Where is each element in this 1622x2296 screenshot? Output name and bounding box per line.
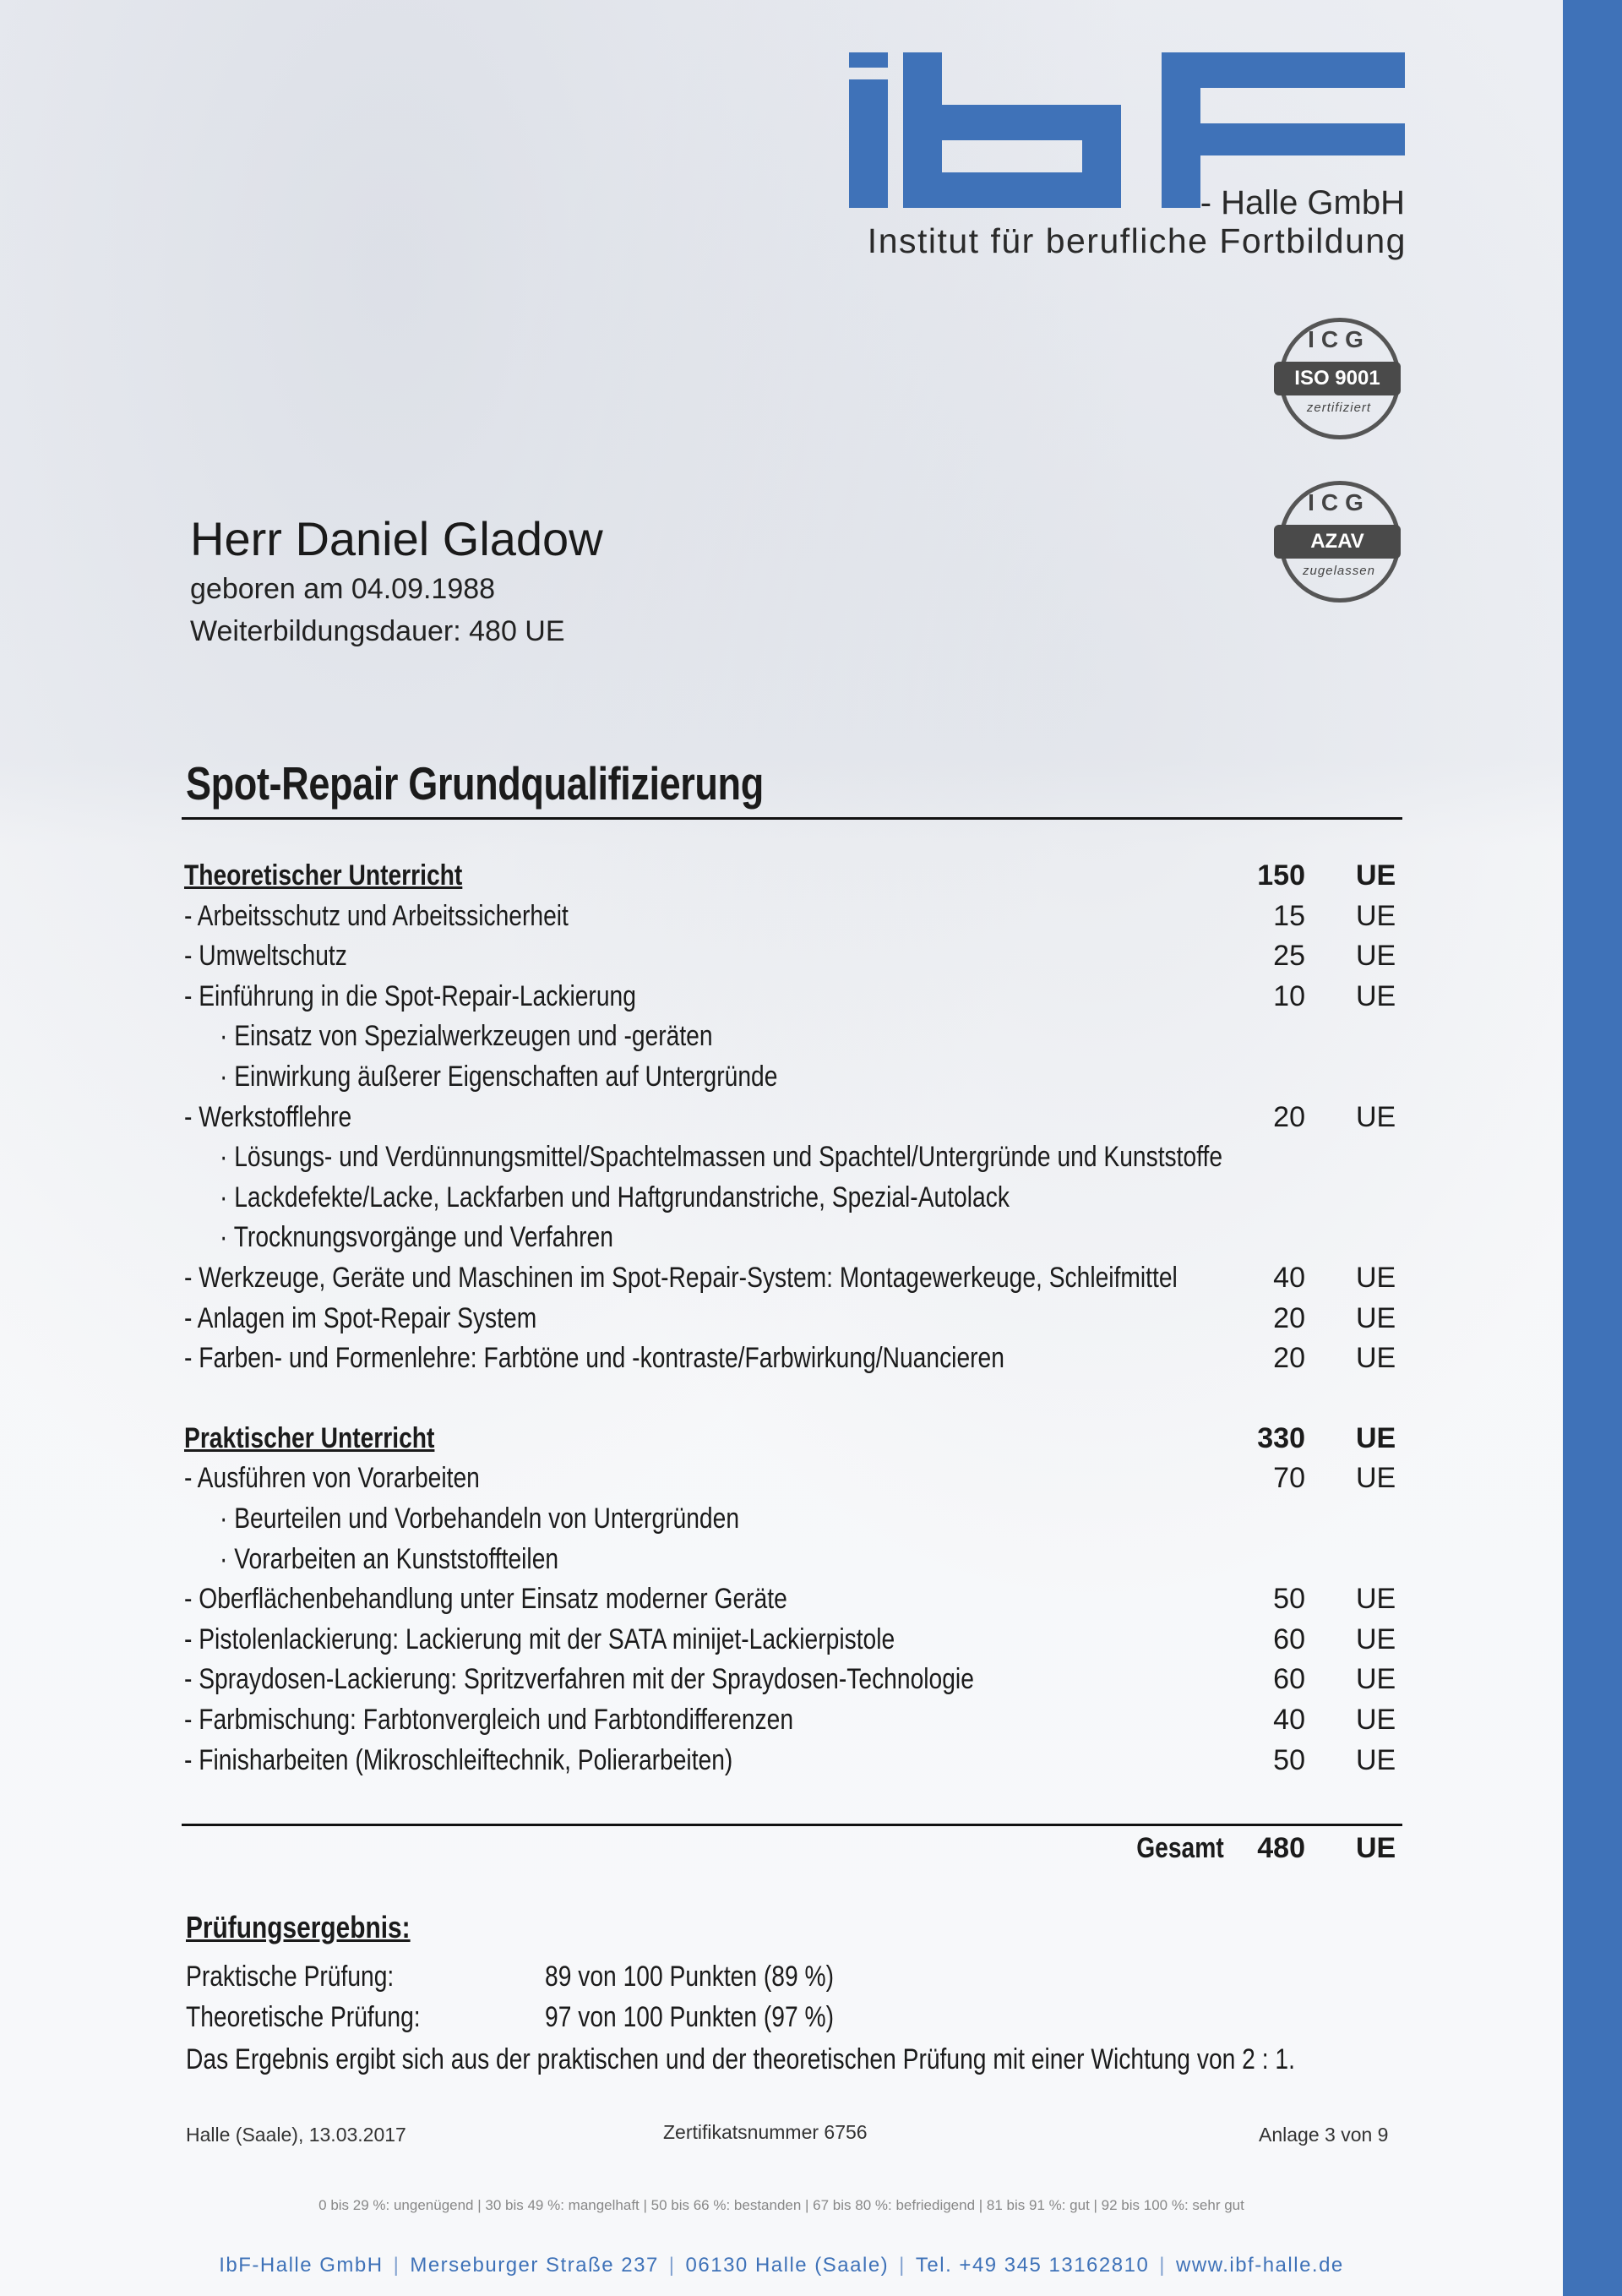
row-unit: UE [1356,1302,1396,1334]
row-label: - Spraydosen-Lackierung: Spritzverfahren mit der Spraydosen-Technologie [184,1663,974,1695]
row-unit: UE [1356,1704,1396,1736]
attachment-count: Anlage 3 von 9 [1259,2124,1389,2146]
row-unit: UE [1356,940,1396,972]
row-label: · Trocknungsvorgänge und Verfahren [220,1221,613,1253]
row-value: 150 [1257,859,1305,892]
row-label: - Pistolenlackierung: Lackierung mit der SATA minijet-Lackierpistole [184,1623,895,1655]
topic-row [184,1663,1405,1702]
topic-row [184,1462,1405,1501]
subtopic-row [184,1141,1405,1180]
row-label: - Anlagen im Spot-Repair System [184,1302,537,1334]
row-label: - Farben- und Formenlehre: Farbtöne und -kontraste/Farbwirkung/Nuancieren [184,1342,1004,1374]
person-birthdate: geboren am 04.09.1988 [190,573,496,605]
row-unit: UE [1356,1422,1396,1454]
row-label: - Farbmischung: Farbtonvergleich und Farbtondifferenzen [184,1704,794,1736]
subtopic-row [184,1221,1405,1260]
row-label: · Einsatz von Spezialwerkzeugen und -geräten [220,1020,713,1052]
topic-row [184,1704,1405,1742]
subtopic-row [184,1181,1405,1220]
topic-row [184,1302,1405,1341]
footer-address: Merseburger Straße 237 [410,2254,659,2277]
topic-row [184,1583,1405,1622]
row-value: 20 [1273,1101,1305,1133]
footer-city: 06130 Halle (Saale) [685,2254,890,2277]
company-suffix: - Halle GmbH [1200,184,1405,221]
topic-row [184,940,1405,979]
grading-scale: 0 bis 29 %: ungenügend | 30 bis 49 %: mangelhaft | 50 bis 66 %: bestanden | 67 bis 80 %: befriedigend | 81 bis 91 %: gut | 92 bis 100 %: sehr gut [318,2197,1244,2213]
row-unit: UE [1356,1342,1396,1374]
iso-9001-seal [1276,314,1402,441]
ibf-logo [849,51,1407,262]
person-name: Herr Daniel Gladow [190,512,603,565]
row-label: Praktischer Unterricht [184,1422,435,1454]
section-header-row [184,1422,1405,1461]
total-label: Gesamt [1136,1832,1224,1864]
seal-top-text: ICG [1308,489,1370,515]
topic-row [184,1623,1405,1662]
topic-row [184,900,1405,939]
seal-bottom-text: zugelassen [1303,564,1375,578]
row-label: Theoretischer Unterricht [184,859,463,892]
row-value: 70 [1273,1462,1305,1494]
subtopic-row [184,1020,1405,1059]
footer-company: IbF-Halle GmbH [219,2254,384,2277]
row-unit: UE [1356,1262,1396,1294]
total-value: 480 [1257,1832,1305,1864]
row-value: 10 [1273,980,1305,1012]
row-unit: UE [1356,900,1396,932]
row-label: · Beurteilen und Vorbehandeln von Untergründen [220,1502,740,1535]
theory-exam-value: 97 von 100 Punkten (97 %) [545,2001,835,2033]
row-label: - Oberflächenbehandlung unter Einsatz moderner Geräte [184,1583,787,1615]
row-unit: UE [1356,1663,1396,1695]
row-unit: UE [1356,1623,1396,1655]
topic-row [184,1101,1405,1140]
row-value: 40 [1273,1704,1305,1736]
row-label: · Vorarbeiten an Kunststoffteilen [220,1543,559,1575]
section-header-row [184,859,1405,898]
row-label: · Einwirkung äußerer Eigenschaften auf Untergründe [220,1061,778,1093]
row-label: · Lackdefekte/Lacke, Lackfarben und Haftgrundanstriche, Spezial-Autolack [220,1181,1010,1213]
topic-row [184,980,1405,1019]
certificate-number: Zertifikatsnummer 6756 [663,2121,868,2143]
exam-note: Das Ergebnis ergibt sich aus der praktischen und der theoretischen Prüfung mit einer Wichtung von 2 : 1. [186,2043,1295,2075]
subtopic-row [184,1061,1405,1099]
footer-phone: Tel. +49 345 13162810 [915,2254,1150,2277]
person-duration: Weiterbildungsdauer: 480 UE [190,615,565,647]
row-unit: UE [1356,980,1396,1012]
seal-top-text: ICG [1308,326,1370,352]
row-label: - Ausführen von Vorarbeiten [184,1462,480,1494]
row-label: · Lösungs- und Verdünnungsmittel/Spachtelmassen und Spachtel/Untergründe und Kunststoffe [220,1141,1223,1173]
row-unit: UE [1356,1744,1396,1776]
row-unit: UE [1356,1101,1396,1133]
subtopic-row [184,1543,1405,1582]
row-value: 60 [1273,1663,1305,1695]
row-value: 20 [1273,1302,1305,1334]
topic-row [184,1262,1405,1301]
row-unit: UE [1356,1583,1396,1615]
side-stripe [1563,0,1622,2296]
row-value: 50 [1273,1744,1305,1776]
topic-row [184,1744,1405,1783]
row-label: - Werkstofflehre [184,1101,352,1133]
topic-row [184,1342,1405,1381]
row-label: - Arbeitsschutz und Arbeitssicherheit [184,900,569,932]
title-rule [182,817,1402,820]
azav-seal [1276,477,1402,604]
row-value: 330 [1257,1422,1305,1454]
row-value: 20 [1273,1342,1305,1374]
row-value: 40 [1273,1262,1305,1294]
subtopic-row [184,1502,1405,1541]
practical-exam-label: Praktische Prüfung: [186,1961,395,1993]
seal-band-text: ISO 9001 [1274,362,1401,395]
place-date: Halle (Saale), 13.03.2017 [186,2124,406,2146]
seal-band-text: AZAV [1274,525,1401,559]
company-tagline: Institut für berufliche Fortbildung [867,221,1407,260]
row-label: - Umweltschutz [184,940,347,972]
theory-exam-label: Theoretische Prüfung: [186,2001,421,2033]
course-title: Spot-Repair Grundqualifizierung [186,757,764,810]
contact-footer: IbF-Halle GmbH | Merseburger Straße 237 | 06130 Halle (Saale) | Tel. +49 345 13162810 | www.ibf-halle.de [219,2254,1344,2277]
row-unit: UE [1356,1462,1396,1494]
total-row [184,1832,1405,1871]
practical-exam-value: 89 von 100 Punkten (89 %) [545,1961,835,1993]
footer-website: www.ibf-halle.de [1176,2254,1344,2277]
total-rule [182,1824,1402,1826]
row-value: 50 [1273,1583,1305,1615]
row-value: 25 [1273,940,1305,972]
seal-bottom-text: zertifiziert [1306,401,1372,415]
row-unit: UE [1356,859,1396,892]
row-value: 60 [1273,1623,1305,1655]
row-label: - Werkzeuge, Geräte und Maschinen im Spot-Repair-System: Montagewerkeuge, Schleifmittel [184,1262,1178,1294]
total-unit: UE [1356,1832,1396,1864]
exam-title: Prüfungsergebnis: [186,1910,411,1944]
row-label: - Finisharbeiten (Mikroschleiftechnik, Polierarbeiten) [184,1744,733,1776]
row-value: 15 [1273,900,1305,932]
row-label: - Einführung in die Spot-Repair-Lackierung [184,980,636,1012]
